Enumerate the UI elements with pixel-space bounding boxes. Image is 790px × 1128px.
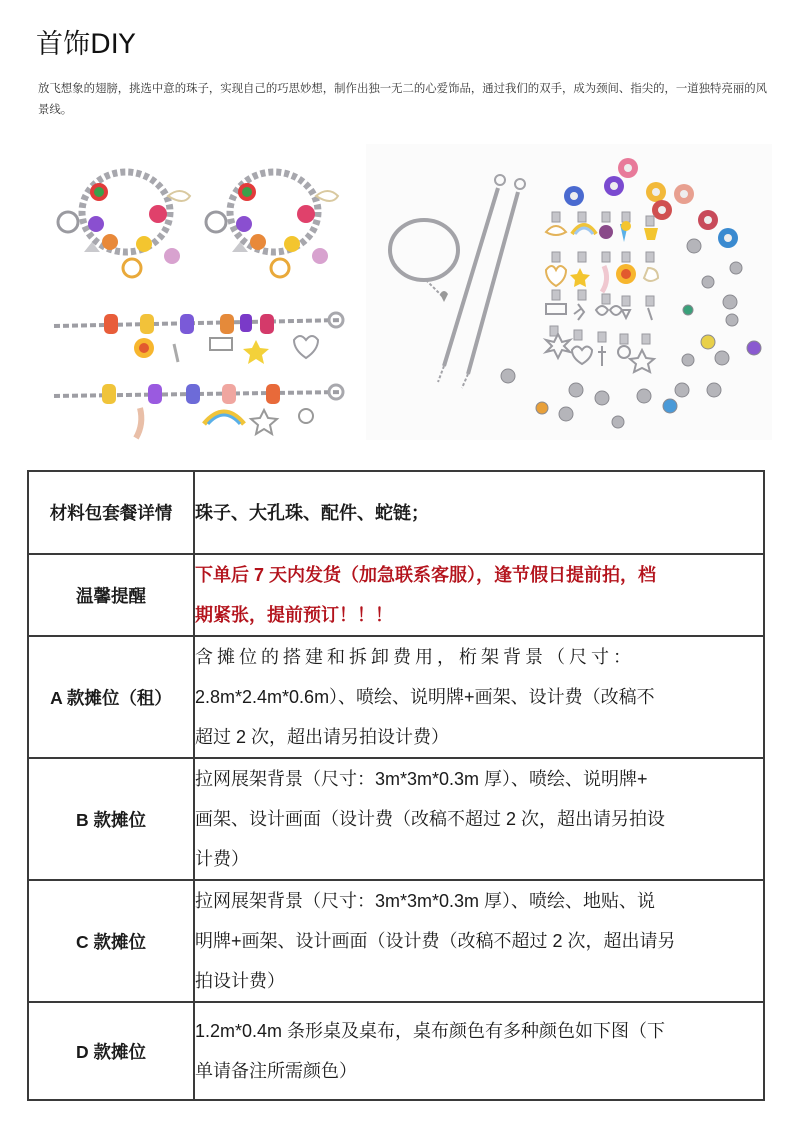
row-value-line: 下单后 7 天内发货（加急联系客服），逢节假日提前拍，档 (195, 565, 657, 585)
row-value-line: 拍设计费） (195, 971, 285, 991)
row-label: 材料包套餐详情 (28, 471, 194, 554)
row-value-line: 珠子、大孔珠、配件、蛇链； (195, 502, 429, 523)
row-value (194, 758, 764, 880)
row-label: D 款摊位 (28, 1002, 194, 1100)
row-value-line: 明牌+画架、设计画面（设计费（改稿不超过 2 次，超出请另 (195, 931, 676, 951)
row-value (194, 636, 764, 758)
row-value-line: 拉网展架背景（尺寸：3m*3m*0.3m 厚）、喷绘、说明牌+ (195, 769, 648, 789)
straight-snake-chains (438, 175, 525, 388)
row-value-line: 单请备注所需颜色） (195, 1061, 357, 1081)
row-label: 温馨提醒 (28, 554, 194, 636)
kit-components-photo (366, 144, 772, 440)
table-row (28, 554, 764, 636)
pendant-charms-grid (546, 212, 658, 372)
row-value (194, 880, 764, 1002)
row-value-line: 1.2m*0.4m 条形桌及桌布，桌布颜色有多种颜色如下图（下 (195, 1021, 666, 1041)
table-row (28, 1002, 764, 1100)
row-value-line: 拉网展架背景（尺寸：3m*3m*0.3m 厚）、喷绘、地贴、说 (195, 891, 656, 911)
intro-paragraph: 放飞想象的翅膀，挑选中意的珠子，实现自己的巧思妙想，制作出独一无二的心爱饰品，通过我们的双手，成为颈间、指尖的，一道独特亮丽的风景线。 (38, 81, 768, 116)
page-title: 首饰DIY (36, 29, 136, 60)
package-spec-table (27, 470, 765, 1101)
warning-reminder-text (194, 554, 764, 636)
table-row (28, 636, 764, 758)
row-value (194, 1002, 764, 1100)
row-value-line: 画架、设计画面（设计费（改稿不超过 2 次，超出请另拍设 (195, 809, 666, 829)
row-value-line: 期紧张，提前预订！！！ (195, 605, 393, 625)
row-label: A 款摊位（租） (28, 636, 194, 758)
table-row (28, 880, 764, 1002)
row-label: C 款摊位 (28, 880, 194, 1002)
row-value-line: 含摊位的搭建和拆卸费用，桁架背景（尺寸： (195, 647, 635, 667)
row-value-line: 计费） (195, 849, 249, 869)
straight-bracelet-bottom (54, 384, 344, 438)
assembled-bracelets-photo (44, 144, 362, 440)
round-bracelet-right (206, 172, 338, 277)
round-bracelet-left (58, 172, 190, 277)
row-label: B 款摊位 (28, 758, 194, 880)
table-row (28, 471, 764, 554)
table-row (28, 758, 764, 880)
straight-bracelet-middle (54, 313, 344, 364)
row-value (194, 471, 764, 554)
round-snake-chain (390, 220, 458, 302)
row-value-line: 2.8m*2.4m*0.6m）、喷绘、说明牌+画架、设计费（改稿不 (195, 687, 655, 707)
row-value-line: 超过 2 次，超出请另拍设计费） (195, 727, 450, 747)
